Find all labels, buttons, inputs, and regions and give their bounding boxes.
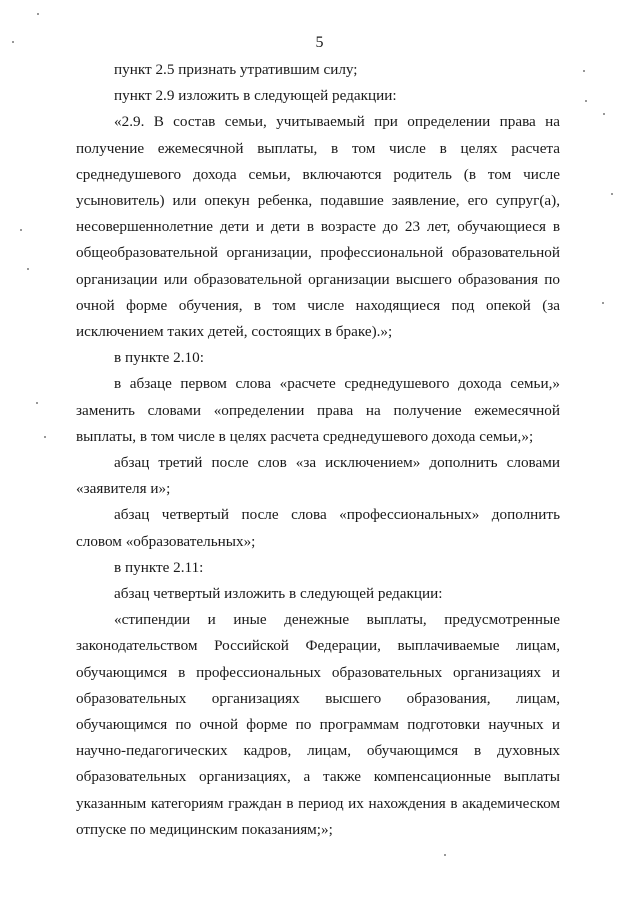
paragraph-item-2-11-fourth-text: «стипендии и иные денежные выплаты, предусмотренные законодательством Российской Федерации, выплачиваемые лицам, обучающимся в профессиональных образовательных организациях и образовательных организациях высшего образования, лицам, обучающимся по очной форме по программам подготовки научных и научно-педагогических кадров, лицам, обучающимся в духовных образовательных организациях, а также компенсационные выплаты указанным категориям граждан в период их нахождения в академическом отпуске по медицинским показаниям;»; [76, 611, 560, 838]
paragraph-item-2-10-first: в абзаце первом слова «расчете среднедушевого дохода семьи,» заменить словами «определении права на получение ежемесячной выплаты, в том числе в целях расчета среднедушевого дохода семьи,»; [76, 375, 560, 445]
page-number: 5 [315, 34, 324, 51]
document-body [76, 57, 560, 843]
paragraph-item-2-10-intro: в пункте 2.10: [114, 349, 204, 367]
paragraph-item-2-10-fourth: абзац четвертый после слова «профессиональных» дополнить словом «образовательных»; [76, 506, 560, 550]
paragraph-item-2-9-intro: пункт 2.9 изложить в следующей редакции: [114, 87, 397, 105]
paragraph-item-2-10-third: абзац третий после слов «за исключением» дополнить словами «заявителя и»; [76, 454, 560, 498]
paragraph-item-2-5: пункт 2.5 признать утратившим силу; [114, 61, 358, 78]
paragraph-item-2-9-text: «2.9. В состав семьи, учитываемый при определении права на получение ежемесячной выплаты, в том числе в целях расчета среднедушевого дохода семьи, включаются родитель (в том числе усыновитель) или опекун ребенка, подавшие заявление, его супруг(а), несовершеннолетние дети и дети в возрасте до 23 лет, обучающиеся в общеобразовательной организации, профессиональной образовательной организации или образовательной организации высшего образования по очной форме обучения, в том числе находящиеся под опекой (за исключением таких детей, состоящих в браке).»; [76, 113, 560, 341]
paragraph-item-2-11-intro: в пункте 2.11: [114, 558, 204, 576]
paragraph-item-2-11-fourth-intro: абзац четвертый изложить в следующей редакции: [114, 585, 443, 603]
